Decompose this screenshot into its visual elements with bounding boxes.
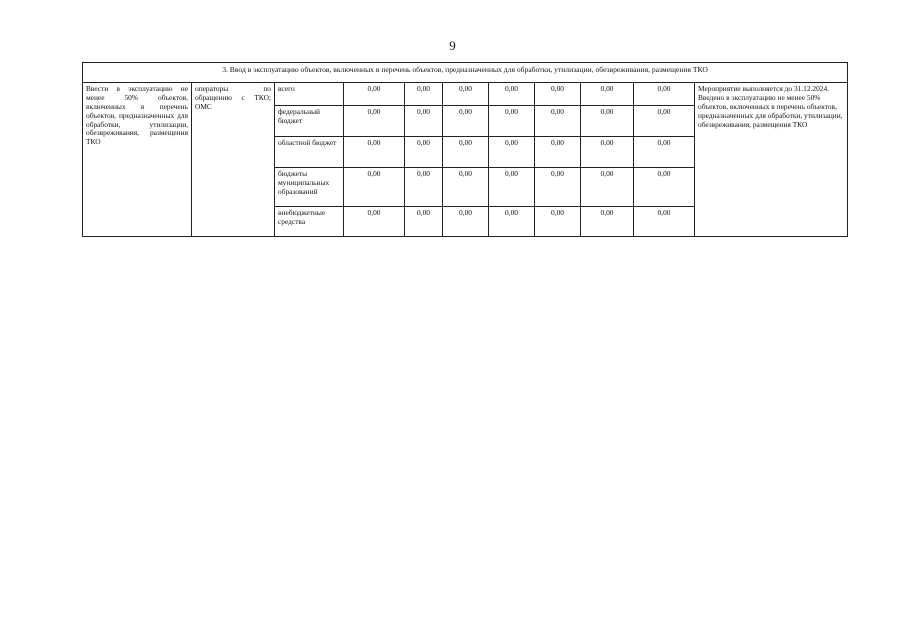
note-cell	[695, 83, 848, 237]
value-cell: 0,00	[489, 137, 535, 168]
value-cell: 0,00	[443, 207, 489, 237]
value-cell: 0,00	[443, 168, 489, 207]
value-cell: 0,00	[581, 168, 634, 207]
value-cell: 0,00	[489, 83, 535, 106]
value-cell: 0,00	[344, 83, 405, 106]
note-line: Введено в эксплуатацию не менее 50% объектов, включенных в перечень объектов, предназначенных для обработки, утилизации, обезвреживания, размещения ТКО	[698, 92, 843, 129]
note-line: Мероприятие выполняется до 31.12.2024.	[698, 84, 830, 93]
value-cell: 0,00	[634, 83, 695, 106]
funding-source: федеральный бюджет	[275, 106, 344, 137]
executor-cell: операторы по обращению с ТКО; ОМС	[192, 83, 275, 237]
value-cell: 0,00	[489, 207, 535, 237]
value-cell: 0,00	[405, 168, 443, 207]
value-cell: 0,00	[344, 207, 405, 237]
value-cell: 0,00	[405, 137, 443, 168]
value-cell: 0,00	[443, 106, 489, 137]
value-cell: 0,00	[535, 106, 581, 137]
value-cell: 0,00	[634, 137, 695, 168]
value-cell: 0,00	[634, 207, 695, 237]
value-cell: 0,00	[535, 83, 581, 106]
funding-source: всего	[275, 83, 344, 106]
value-cell: 0,00	[405, 207, 443, 237]
value-cell: 0,00	[535, 168, 581, 207]
value-cell: 0,00	[581, 207, 634, 237]
funding-source: внебюджетные средства	[275, 207, 344, 237]
value-cell: 0,00	[581, 137, 634, 168]
value-cell: 0,00	[581, 106, 634, 137]
funding-source: бюджеты муниципальных образований	[275, 168, 344, 207]
value-cell: 0,00	[443, 83, 489, 106]
value-cell: 0,00	[489, 168, 535, 207]
value-cell: 0,00	[535, 207, 581, 237]
goal-cell: Ввести в эксплуатацию не менее 50% объектов, включенных в перечень объектов, предназначенных для обработки, утилизации, обезвреживания, размещения ТКО	[83, 83, 192, 237]
page-number: 9	[449, 38, 456, 53]
table-row	[83, 83, 848, 106]
section-header-row	[83, 63, 848, 83]
value-cell: 0,00	[344, 106, 405, 137]
value-cell: 0,00	[535, 137, 581, 168]
value-cell: 0,00	[405, 83, 443, 106]
value-cell: 0,00	[634, 106, 695, 137]
value-cell: 0,00	[443, 137, 489, 168]
value-cell: 0,00	[344, 137, 405, 168]
funding-source: областной бюджет	[275, 137, 344, 168]
section-title: 3. Ввод в эксплуатацию объектов, включенных в перечень объектов, предназначенных для обработки, утилизации, обезвреживания, размещения ТКО	[83, 63, 848, 83]
value-cell: 0,00	[344, 168, 405, 207]
value-cell: 0,00	[489, 106, 535, 137]
value-cell: 0,00	[405, 106, 443, 137]
program-table	[82, 62, 848, 237]
value-cell: 0,00	[634, 168, 695, 207]
value-cell: 0,00	[581, 83, 634, 106]
